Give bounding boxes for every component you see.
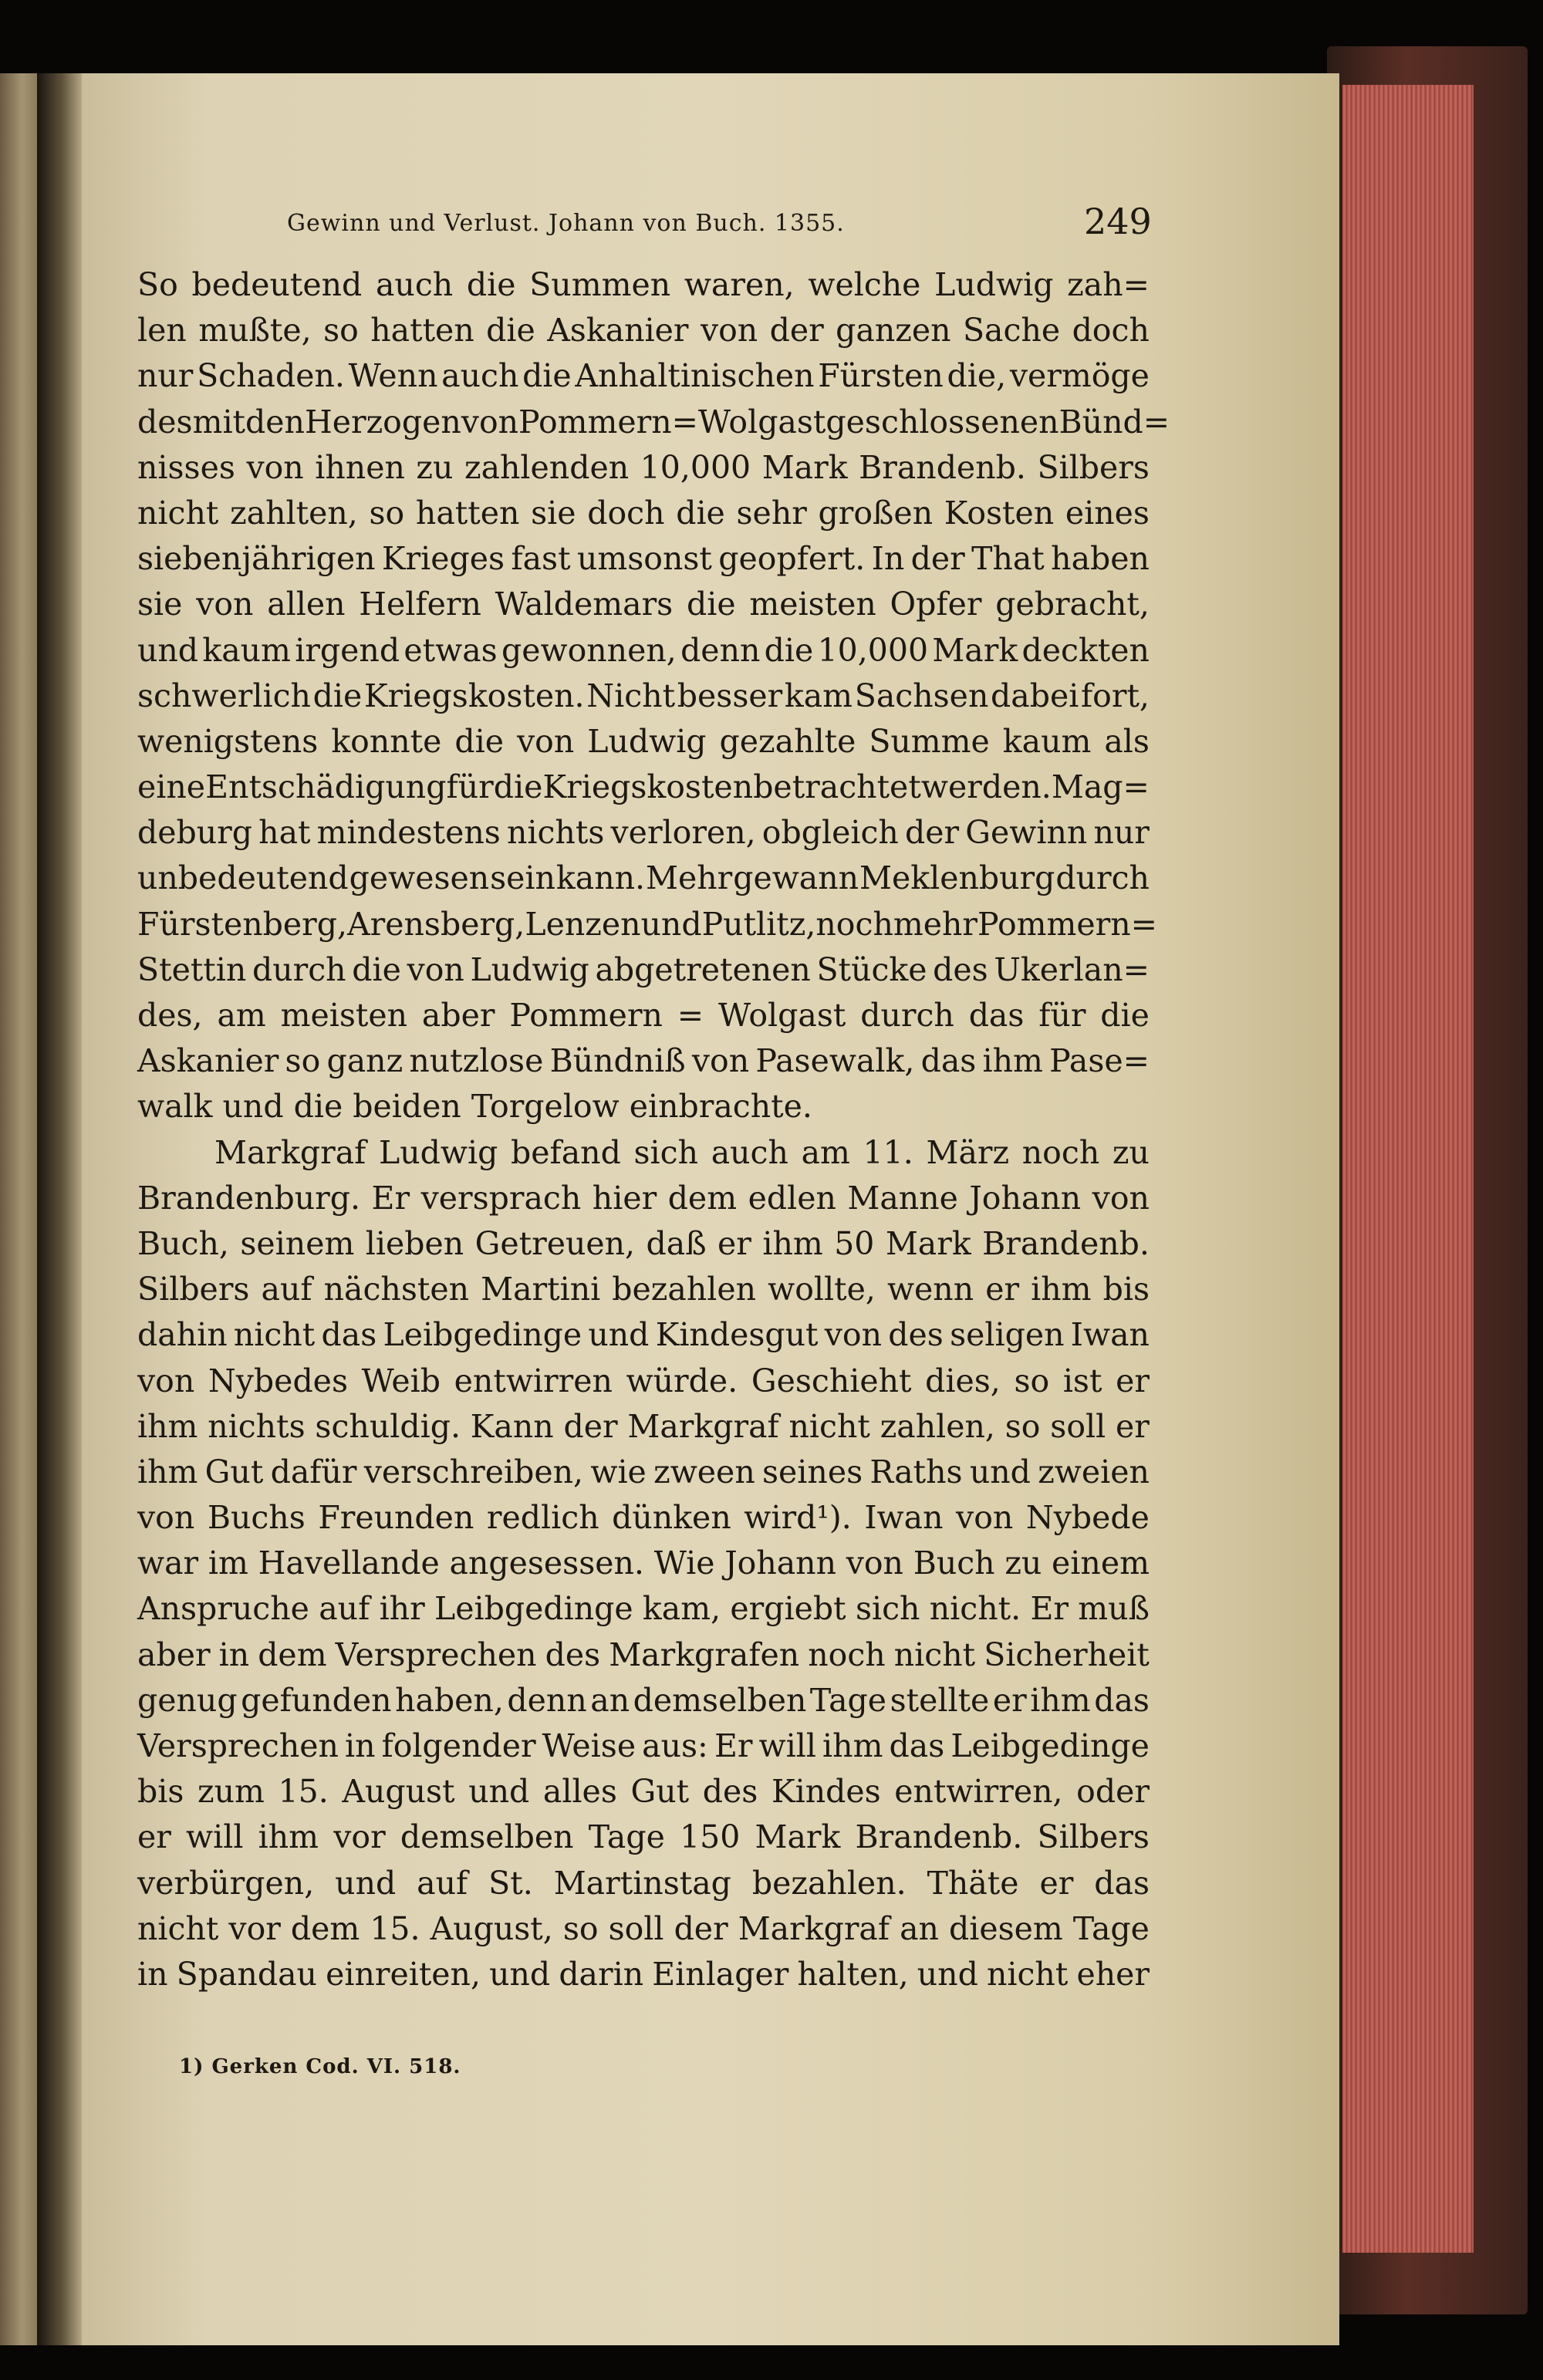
text-line: bis zum 15. August und alles Gut des Kindes entwirren, oder [137, 1773, 1150, 1811]
text-line: nicht vor dem 15. August, so soll der Markgraf an diesem Tage [137, 1909, 1150, 1947]
footnote: 1) Gerken Cod. VI. 518. [179, 2055, 461, 2078]
text-line: nisses von ihnen zu zahlenden 10,000 Mark Brandenb. Silbers [137, 448, 1150, 486]
text-line: war im Havellande angesessen. Wie Johann von Buch zu einem [137, 1544, 1150, 1582]
text-line: Stettin durch die von Ludwig abgetretenen Stücke des Ukerlan= [137, 950, 1150, 988]
text-line: verbürgen, und auf St. Martinstag bezahlen. Thäte er das [137, 1864, 1150, 1902]
text-line: Brandenburg. Er versprach hier dem edlen Manne Johann von [137, 1179, 1150, 1217]
text-line: nicht zahlten, so hatten sie doch die sehr großen Kosten eines [137, 494, 1150, 532]
text-line: walk und die beiden Torgelow einbrachte. [137, 1088, 812, 1126]
text-line: von Nybedes Weib entwirren würde. Geschieht dies, so ist er [137, 1362, 1150, 1399]
text-line: Fürstenberg, Arensberg, Lenzen und Putlitz, noch mehr Pommern= [137, 905, 1158, 943]
text-line: und kaum irgend etwas gewonnen, denn die 10,000 Mark deckten [137, 631, 1150, 669]
text-line: in Spandau einreiten, und darin Einlager halten, und nicht eher [137, 1955, 1150, 1993]
text-line: deburg hat mindestens nichts verloren, obgleich der Gewinn nur [137, 814, 1150, 852]
text-line: er will ihm vor demselben Tage 150 Mark Brandenb. Silbers [137, 1818, 1150, 1856]
text-line: Buch, seinem lieben Getreuen, daß er ihm 50 Mark Brandenb. [137, 1224, 1150, 1262]
page-number: 249 [1084, 201, 1152, 242]
body-text [137, 262, 1170, 1997]
text-line: siebenjährigen Krieges fast umsonst geopfert. In der That haben [137, 540, 1150, 578]
text-line: von Buchs Freunden redlich dünken wird¹). Iwan von Nybede [137, 1499, 1150, 1537]
text-line: len mußte, so hatten die Askanier von der ganzen Sache doch [137, 312, 1150, 349]
text-line: des mit den Herzogen von Pommern=Wolgast geschlossenen Bünd= [137, 403, 1170, 441]
text-line: So bedeutend auch die Summen waren, welche Ludwig zah= [137, 266, 1150, 303]
text-line: aber in dem Versprechen des Markgrafen noch nicht Sicherheit [137, 1636, 1150, 1673]
text-line: schwerlich die Kriegskosten. Nicht besser kam Sachsen dabei fort, [137, 677, 1150, 714]
text-line: Askanier so ganz nutzlose Bündniß von Pasewalk, das ihm Pase= [137, 1042, 1150, 1080]
running-head: Gewinn und Verlust. Johann von Buch. 1355. [287, 210, 845, 237]
text-line: dahin nicht das Leibgedinge und Kindesgut von des seligen Iwan [137, 1316, 1150, 1354]
facing-page-edge [0, 73, 37, 2345]
text-line: sie von allen Helfern Waldemars die meisten Opfer gebracht, [137, 586, 1150, 623]
book-gutter [37, 73, 82, 2345]
text-line: wenigstens konnte die von Ludwig gezahlte Summe kaum als [137, 722, 1150, 760]
red-page-edges [1342, 85, 1474, 2253]
text-line: genug gefunden haben, denn an demselben Tage stellte er ihm das [137, 1681, 1150, 1719]
text-line: eine Entschädigung für die Kriegskosten betrachtet werden. Mag= [137, 768, 1150, 806]
text-line: Anspruche auf ihr Leibgedinge kam, ergiebt sich nicht. Er muß [137, 1590, 1150, 1628]
text-line: Markgraf Ludwig befand sich auch am 11. März noch zu [214, 1133, 1150, 1171]
text-line: Silbers auf nächsten Martini bezahlen wollte, wenn er ihm bis [137, 1271, 1150, 1308]
text-line: ihm Gut dafür verschreiben, wie zween seines Raths und zweien [137, 1453, 1150, 1490]
text-line: nur Schaden. Wenn auch die Anhaltinischen Fürsten die, vermöge [137, 357, 1150, 395]
text-line: unbedeutend gewesen sein kann. Mehr gewann Meklenburg durch [137, 859, 1150, 897]
text-line: des, am meisten aber Pommern = Wolgast durch das für die [137, 997, 1150, 1034]
text-line: Versprechen in folgender Weise aus: Er will ihm das Leibgedinge [137, 1727, 1150, 1764]
text-line: ihm nichts schuldig. Kann der Markgraf nicht zahlen, so soll er [137, 1407, 1150, 1445]
